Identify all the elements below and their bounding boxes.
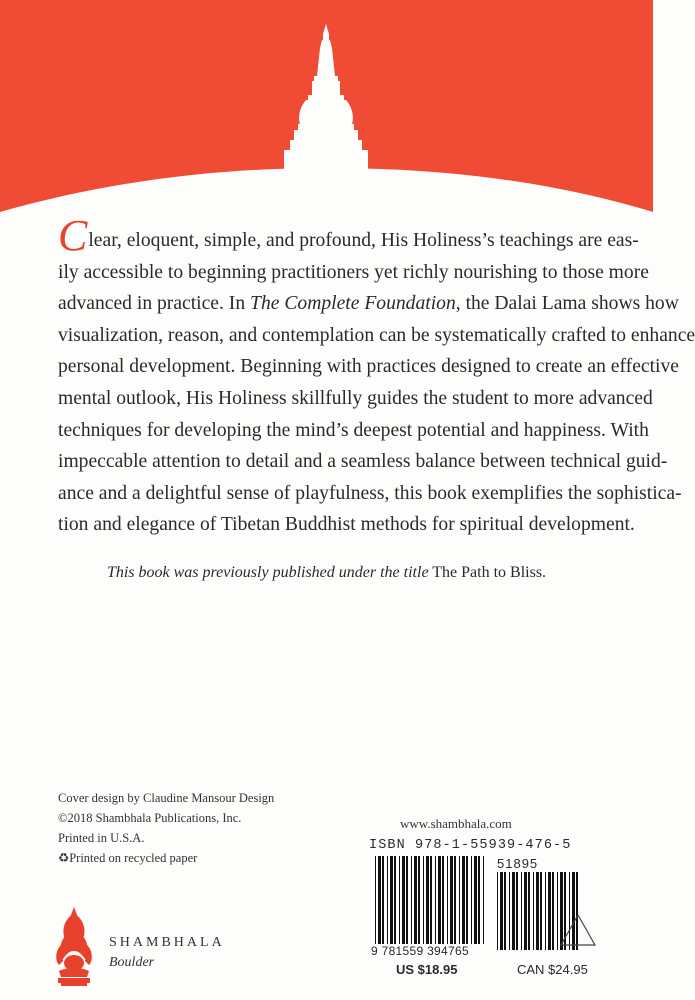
previous-title-note	[0, 564, 653, 582]
book-title: The Complete Foundation	[250, 293, 456, 315]
blurb-line: visualization, reason, and contemplation can be systematically crafted to enhance	[58, 324, 695, 346]
cover-design-credit: Cover design by Claudine Mansour Design	[58, 791, 275, 805]
copyright: ©2018 Shambhala Publications, Inc.	[58, 811, 242, 825]
price-us: US $18.95	[396, 962, 458, 977]
publisher-website: www.shambhala.com	[400, 816, 512, 831]
blurb-line: tion and elegance of Tibetan Buddhist methods for spiritual development.	[58, 514, 635, 536]
recycled-paper-note: ♻Printed on recycled paper	[58, 851, 198, 865]
previous-title: The Path to Bliss.	[428, 564, 547, 581]
blurb-line: techniques for developing the mind’s deepest potential and happiness. With	[58, 419, 649, 441]
barcode-addon-number: 51895	[497, 856, 539, 871]
publisher-name-block	[109, 935, 225, 971]
triangle-icon	[558, 912, 598, 948]
credits	[58, 788, 274, 868]
publisher-logo-icon	[53, 905, 95, 987]
drop-cap: C	[58, 211, 88, 260]
header-band	[0, 0, 653, 240]
isbn-label: ISBN 978-1-55939-476-5	[369, 838, 572, 853]
price-can: CAN $24.95	[517, 962, 588, 977]
blurb-line: advanced in practice. In The Complete Foundation, the Dalai Lama shows how	[58, 293, 679, 315]
publisher-city: Boulder	[109, 955, 155, 970]
blurb-line: ily accessible to beginning practitioners yet richly nourishing to those more	[58, 261, 649, 283]
barcode-digits: 9 781559 394765	[371, 944, 486, 958]
blurb-line: Clear, eloquent, simple, and profound, His Holiness’s teachings are eas-	[58, 211, 639, 260]
blurb-line: ance and a delightful sense of playfulness, this book exemplifies the sophistica-	[58, 482, 682, 504]
note-prefix: This book was previously published under the title	[106, 564, 429, 581]
blurb-line: personal development. Beginning with practices designed to create an effective	[58, 356, 679, 378]
blurb-paragraph	[58, 211, 695, 541]
blurb-line: impeccable attention to detail and a seamless balance between technical guid-	[58, 451, 668, 473]
ean-barcode-bars	[375, 856, 484, 950]
printed-in: Printed in U.S.A.	[58, 831, 145, 845]
blurb-line: mental outlook, His Holiness skillfully guides the student to more advanced	[58, 387, 653, 409]
publisher-name: SHAMBHALA	[109, 935, 225, 950]
